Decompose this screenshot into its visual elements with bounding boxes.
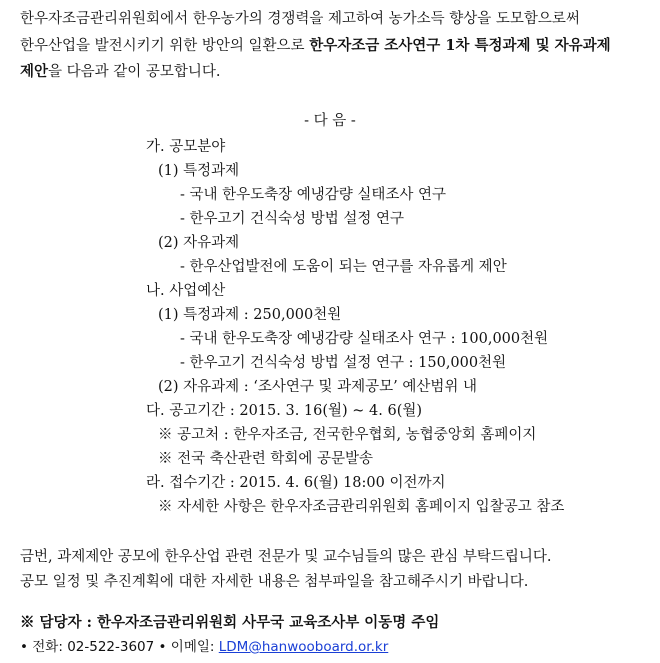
intro-line-1: 한우자조금관리위원회에서 한우농가의 경쟁력을 제고하여 농가소득 향상을 도모함으로써	[20, 11, 580, 27]
intro-line-3	[20, 63, 221, 81]
section-heading: - 다 음 -	[304, 113, 356, 129]
email-label: • 이메일:	[154, 639, 219, 655]
item-na-1: (1) 특정과제 : 250,000천원	[158, 307, 342, 323]
email-link[interactable]: LDM@hanwooboard.or.kr	[218, 639, 389, 655]
phone-label: • 전화:	[20, 639, 68, 655]
intro-line-2-text: 한우산업을 발전시키기 위한 방안의 일환으로	[20, 38, 310, 54]
item-da-note-2: ※ 전국 축산관련 학회에 공문발송	[158, 451, 374, 467]
item-ra: 라. 접수기간 : 2015. 4. 6(월) 18:00 이전까지	[146, 475, 446, 491]
item-na: 나. 사업예산	[146, 283, 226, 299]
item-ga-1: (1) 특정과제	[158, 163, 240, 179]
closing-line-1: 금번, 과제제안 공모에 한우산업 관련 전문가 및 교수님들의 많은 관심 부탁드립니다.	[20, 549, 552, 565]
phone-number: 02-522-3607	[67, 639, 155, 655]
item-ra-note: ※ 자세한 사항은 한우자조금관리위원회 홈페이지 입찰공고 참조	[158, 499, 565, 515]
intro-line-3-text: 을 다음과 같이 공모합니다.	[48, 64, 221, 80]
item-ga-2-a: - 한우산업발전에 도움이 되는 연구를 자유롭게 제안	[180, 259, 507, 275]
item-ga-1-a: - 국내 한우도축장 예냉감량 실태조사 연구	[180, 187, 447, 203]
contact-person: ※ 담당자 : 한우자조금관리위원회 사무국 교육조사부 이동명 주임	[20, 614, 440, 631]
item-ga-1-b: - 한우고기 건식숙성 방법 설정 연구	[180, 211, 405, 227]
item-ga: 가. 공모분야	[146, 139, 226, 155]
closing-line-2: 공모 일정 및 추진계획에 대한 자세한 내용은 첨부파일을 참고해주시기 바랍니다.	[20, 574, 529, 590]
contact-line	[20, 638, 388, 656]
item-na-1-b: - 한우고기 건식숙성 방법 설정 연구 : 150,000천원	[180, 355, 507, 371]
intro-title-bold: 한우자조금 조사연구 1차 특정과제 및 자유과제	[309, 37, 611, 54]
intro-title-bold-end: 제안	[20, 63, 49, 80]
item-da-note-1: ※ 공고처 : 한우자조금, 전국한우협회, 농협중앙회 홈페이지	[158, 427, 537, 443]
intro-line-2	[20, 37, 611, 55]
item-na-1-a: - 국내 한우도축장 예냉감량 실태조사 연구 : 100,000천원	[180, 331, 549, 347]
item-da: 다. 공고기간 : 2015. 3. 16(월) ~ 4. 6(월)	[146, 403, 423, 419]
item-ga-2: (2) 자유과제	[158, 235, 240, 251]
item-na-2: (2) 자유과제 : ‘조사연구 및 과제공모’ 예산범위 내	[158, 379, 478, 395]
